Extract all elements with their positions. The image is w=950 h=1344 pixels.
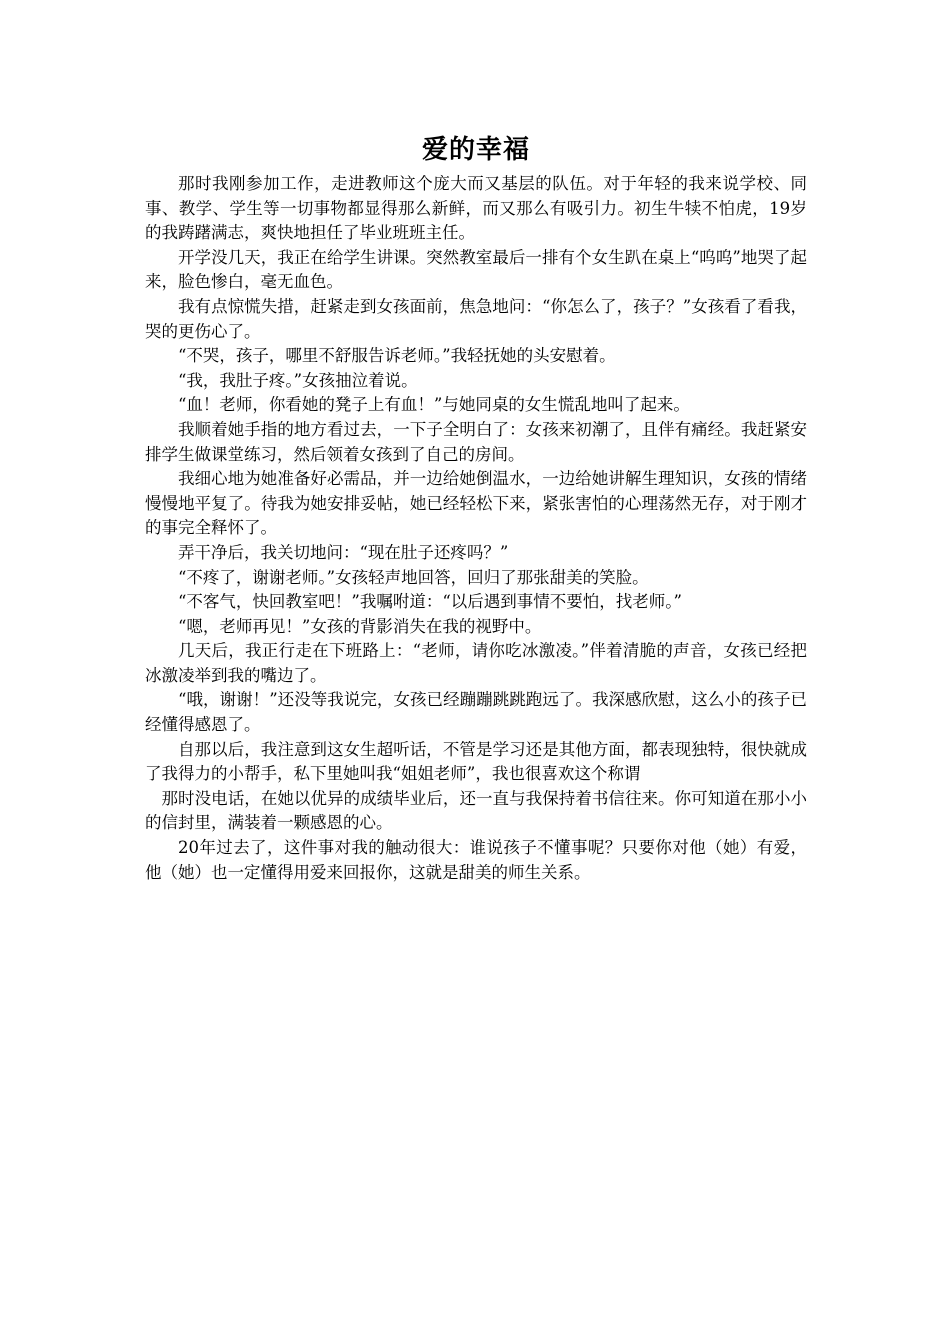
document-title: 爱的幸福 [421, 135, 530, 165]
paragraph-12: “嗯，老师再见！”女孩的背影消失在我的视野中。 [178, 616, 542, 636]
paragraph-2: 开学没几天，我正在给学生讲课。突然教室最后一排有个女生趴在桌上“呜呜”地哭了起来，脸色惨白，毫无血色。 [145, 247, 807, 292]
paragraph-6: “血！老师，你看她的凳子上有血！”与她同桌的女生慌乱地叫了起来。 [178, 395, 690, 415]
paragraph-15: 自那以后，我注意到这女生超听话，不管是学习还是其他方面，都表现独特，很快就成了我得力的小帮手，私下里她叫我“姐姐老师”，我也很喜欢这个称谓 [145, 739, 807, 784]
paragraph-14: “哦，谢谢！”还没等我说完，女孩已经蹦蹦跳跳跑远了。我深感欣慰，这么小的孩子已经懂得感恩了。 [145, 690, 807, 735]
paragraph-13: 几天后，我正行走在下班路上：“老师，请你吃冰激凌。”伴着清脆的声音，女孩已经把冰激凌举到我的嘴边了。 [145, 641, 807, 685]
document-page [145, 130, 807, 885]
paragraph-17: 20年过去了，这件事对我的触动很大：谁说孩子不懂事呢？只要你对他（她）有爱，他（她）也一定懂得用爱来回报你，这就是甜美的师生关系。 [145, 838, 807, 882]
paragraph-11: “不客气，快回教室吧！”我嘱咐道：“以后遇到事情不要怕，找老师。” [178, 592, 682, 612]
paragraph-16: 那时没电话，在她以优异的成绩毕业后，还一直与我保持着书信往来。你可知道在那小小的信封里，满装着一颗感恩的心。 [145, 788, 807, 833]
paragraph-1: 那时我刚参加工作，走进教师这个庞大而又基层的队伍。对于年轻的我来说学校、同事、教学、学生等一切事物都显得那么新鲜，而又那么有吸引力。初生牛犊不怕虎，19岁的我踌躇满志，爽快地担任了毕业班班主任。 [145, 174, 807, 243]
paragraph-4: “不哭，孩子，哪里不舒服告诉老师。”我轻抚她的头安慰着。 [178, 346, 616, 366]
paragraph-3: 我有点惊慌失措，赶紧走到女孩面前，焦急地问：“你怎么了，孩子？”女孩看了看我，哭的更伤心了。 [145, 296, 807, 341]
paragraph-9: 弄干净后，我关切地问：“现在肚子还疼吗？” [178, 542, 509, 562]
paragraph-10: “不疼了，谢谢老师。”女孩轻声地回答，回归了那张甜美的笑脸。 [178, 567, 649, 587]
paragraph-5: “我，我肚子疼。”女孩抽泣着说。 [178, 370, 418, 390]
paragraph-8: 我细心地为她准备好必需品，并一边给她倒温水，一边给她讲解生理知识，女孩的情绪慢慢地平复了。待我为她安排妥帖，她已经轻松下来，紧张害怕的心理荡然无存，对于刚才的事完全释怀了。 [145, 469, 807, 538]
paragraph-7: 我顺着她手指的地方看过去，一下子全明白了：女孩来初潮了，且伴有痛经。我赶紧安排学生做课堂练习，然后领着女孩到了自己的房间。 [145, 419, 807, 464]
